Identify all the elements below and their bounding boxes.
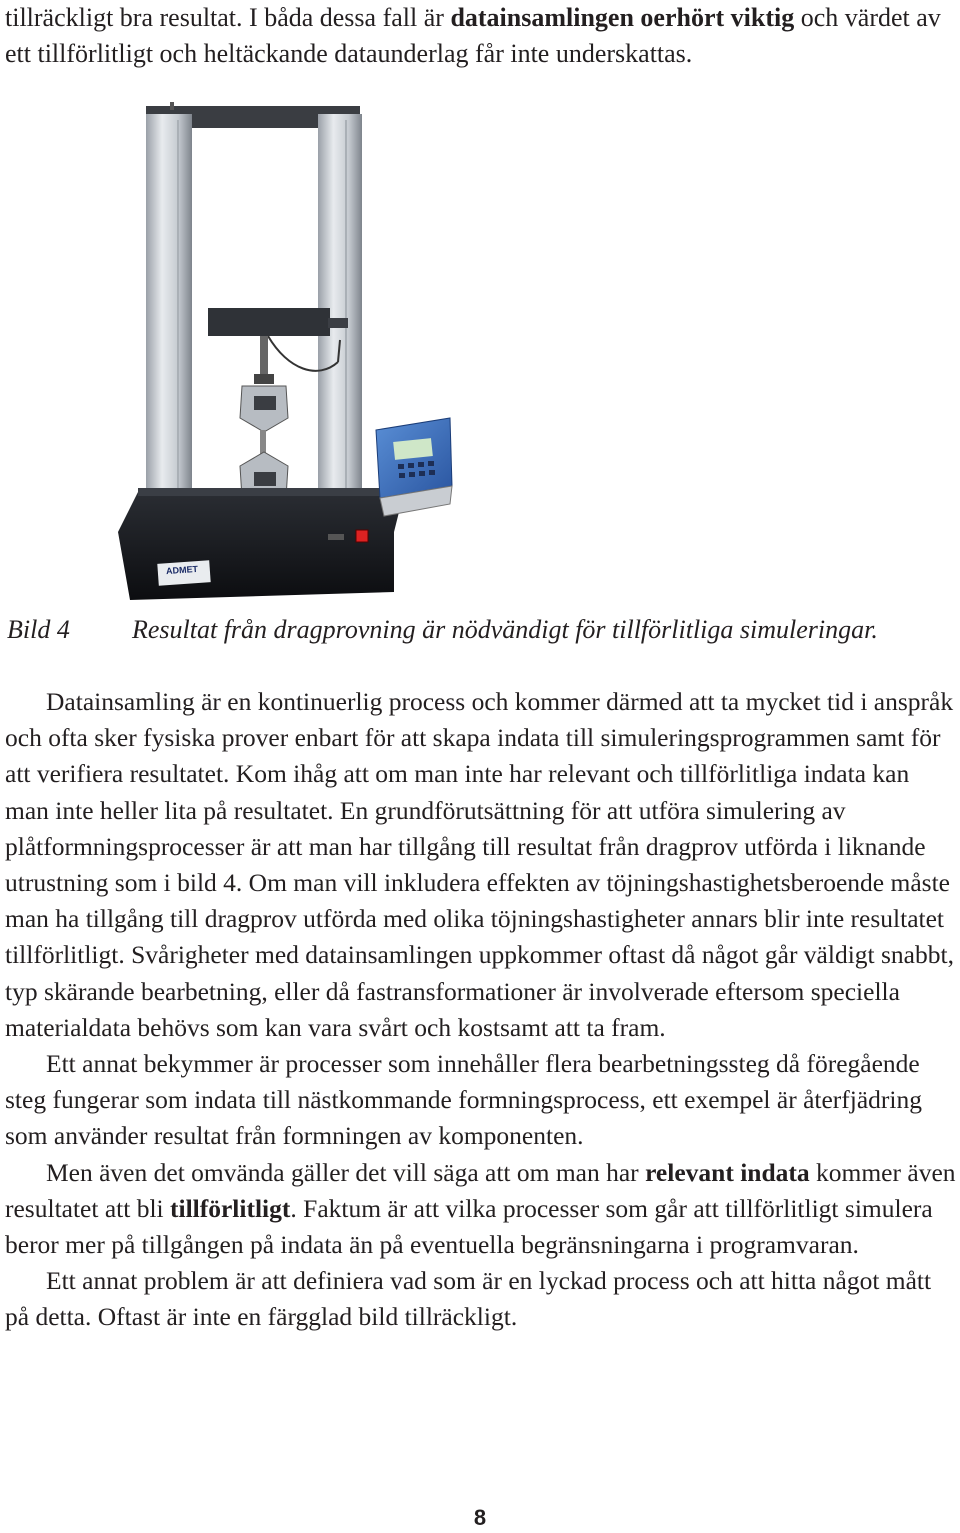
paragraph-3-text-c: . Faktum är att vilka processer som går att tillförlitligt simulera beror mer på tillgången på indata än på eventuella begränsningarna i programvaran.	[5, 1193, 933, 1260]
paragraph-4: Ett annat problem är att definiera vad som är en lyckad process och att hitta något mått på detta. Oftast är inte en färgglad bild tillräckligt.	[5, 1266, 932, 1332]
intro-paragraph	[5, 0, 955, 72]
paragraph-2: Ett annat bekymmer är processer som innehåller flera bearbetningssteg då föregående steg fungerar som indata till nästkommande formningsprocess, ett exempel är återfjädring som använder resultat från formningen av komponenten.	[5, 1049, 923, 1151]
paragraph-3	[5, 1155, 958, 1264]
intro-text-a: tillräckligt bra resultat. I båda dessa fall är	[5, 3, 451, 32]
paragraph-1: Datainsamling är en kontinuerlig process och kommer därmed att ta mycket tid i anspråk och ofta sker fysiska prover enbart för att skapa indata till simuleringsprogrammen samt för att verifiera resultatet. Kom ihåg att om man inte har relevant och tillförlitliga indata kan man inte heller lita på resultatet. En grundförutsättning för att utföra simulering av plåtformningsprocesser är att man har tillgång till resultat från dragprov utförda i liknande utrustning som i bild 4. Om man vill inkludera effekten av töjningshastighetsberoende måste man ha tillgång till dragprov utförda med olika töjningshastigheter annars blir inte resultatet tillförlitligt. Svårigheter med datainsamlingen uppkommer oftast då något går väldigt snabbt, typ skärande bearbetning, eller då fastransformationer är involverade eftersom speciella materialdata behövs som kan vara svårt och kostsamt att ta fram.	[5, 687, 954, 1042]
tensile-testing-machine-image	[118, 100, 468, 612]
intro-text-b: och värdet av ett tillförlitligt och heltäckande dataunderlag får inte underskattas.	[5, 3, 941, 68]
figure-caption-text: Resultat från dragprovning är nödvändigt för tillförlitliga simuleringar.	[132, 615, 878, 644]
paragraph-3-text-a: Men även det omvända gäller det vill säga att om man har	[46, 1157, 646, 1187]
figure-caption-label: Bild 4	[7, 615, 70, 644]
paragraph-3-bold-2: tillförlitligt	[170, 1193, 291, 1223]
body-text	[5, 684, 958, 1336]
intro-text-bold: datainsamlingen oerhört viktig	[450, 3, 795, 32]
page-number: 8	[473, 1505, 487, 1530]
paragraph-3-bold-1: relevant indata	[645, 1157, 810, 1187]
figure-brand-label: ADMET	[165, 563, 199, 577]
paragraph-3-text-b: kommer även resultatet att bli	[5, 1157, 956, 1223]
